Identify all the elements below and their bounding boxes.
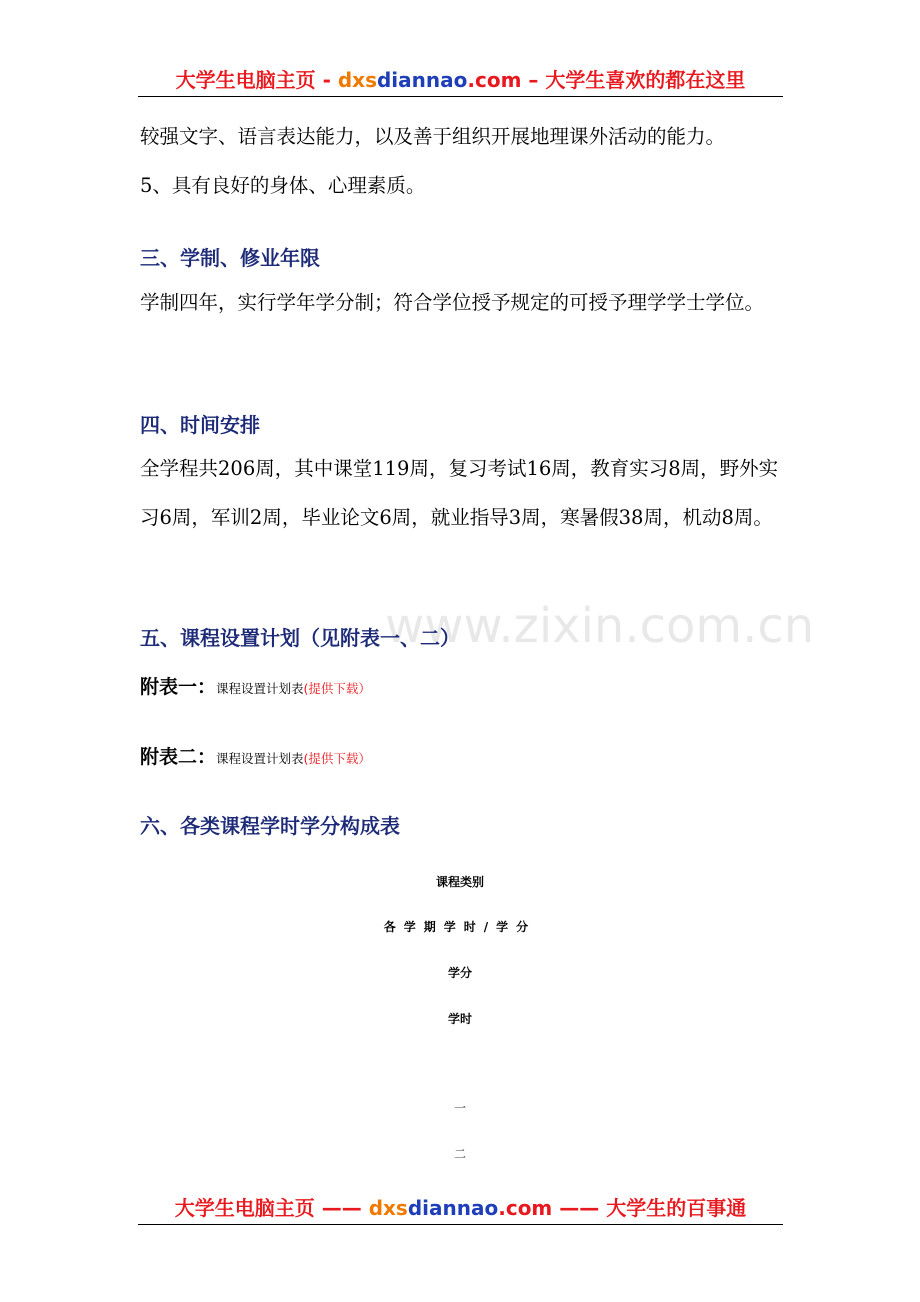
page-footer (138, 1192, 783, 1225)
table-cell-semester-1: 一 (453, 1101, 466, 1115)
header-slogan: – 大学生喜欢的都在这里 (521, 68, 746, 92)
table-cell-credits: 学分 (447, 966, 472, 980)
heading-schedule: 四、时间安排 (140, 413, 260, 437)
appendix-1-name: 课程设置计划表 (216, 681, 304, 696)
paragraph-health: 5、具有良好的身体、心理素质。 (140, 174, 426, 197)
paragraph-schedule: 全学程共206周，其中课堂119周，复习考试16周，教育实习8周，野外实习6周，军训2周，毕业论文6周，就业指导3周，寒暑假38周，机动8周。 (140, 457, 779, 529)
heading-curriculum-plan: 五、课程设置计划（见附表一、二） (140, 626, 460, 650)
heading-credit-table: 六、各类课程学时学分构成表 (140, 814, 400, 838)
table-cell-hours: 学时 (447, 1012, 472, 1026)
paragraph-duration: 学制四年，实行学年学分制；符合学位授予规定的可授予理学学士学位。 (140, 291, 765, 314)
header-domain-com: .com (467, 68, 522, 92)
footer-domain-diannao: diannao (407, 1196, 499, 1220)
appendix-2-download-link[interactable]: (提供下载） (303, 751, 371, 766)
appendix-1-label: 附表一： (140, 676, 217, 698)
header-domain-diannao: diannao (376, 68, 468, 92)
appendix-1 (140, 672, 371, 699)
heading-duration: 三、学制、修业年限 (140, 246, 320, 270)
footer-domain-dxs: dxs (368, 1196, 408, 1220)
appendix-1-download-link[interactable]: (提供下载） (303, 681, 371, 696)
watermark: www.zixin.com.cn (385, 598, 815, 654)
footer-slogan: —— 大学生的百事通 (552, 1196, 747, 1220)
table-cell-semester-hours: 各学期学时/学分 (383, 920, 537, 934)
footer-domain-com: .com (498, 1196, 553, 1220)
footer-site-name: 大学生电脑主页 —— (174, 1196, 369, 1220)
appendix-2-label: 附表二： (140, 746, 217, 768)
header-domain-dxs: dxs (337, 68, 377, 92)
table-cell-semester-2: 二 (453, 1147, 466, 1161)
page-header (138, 64, 783, 97)
appendix-2 (140, 742, 371, 769)
paragraph-ability: 较强文字、语言表达能力，以及善于组织开展地理课外活动的能力。 (140, 125, 726, 148)
appendix-2-name: 课程设置计划表 (216, 751, 304, 766)
header-site-name: 大学生电脑主页 - (175, 68, 338, 92)
table-cell-course-category: 课程类别 (435, 875, 484, 889)
